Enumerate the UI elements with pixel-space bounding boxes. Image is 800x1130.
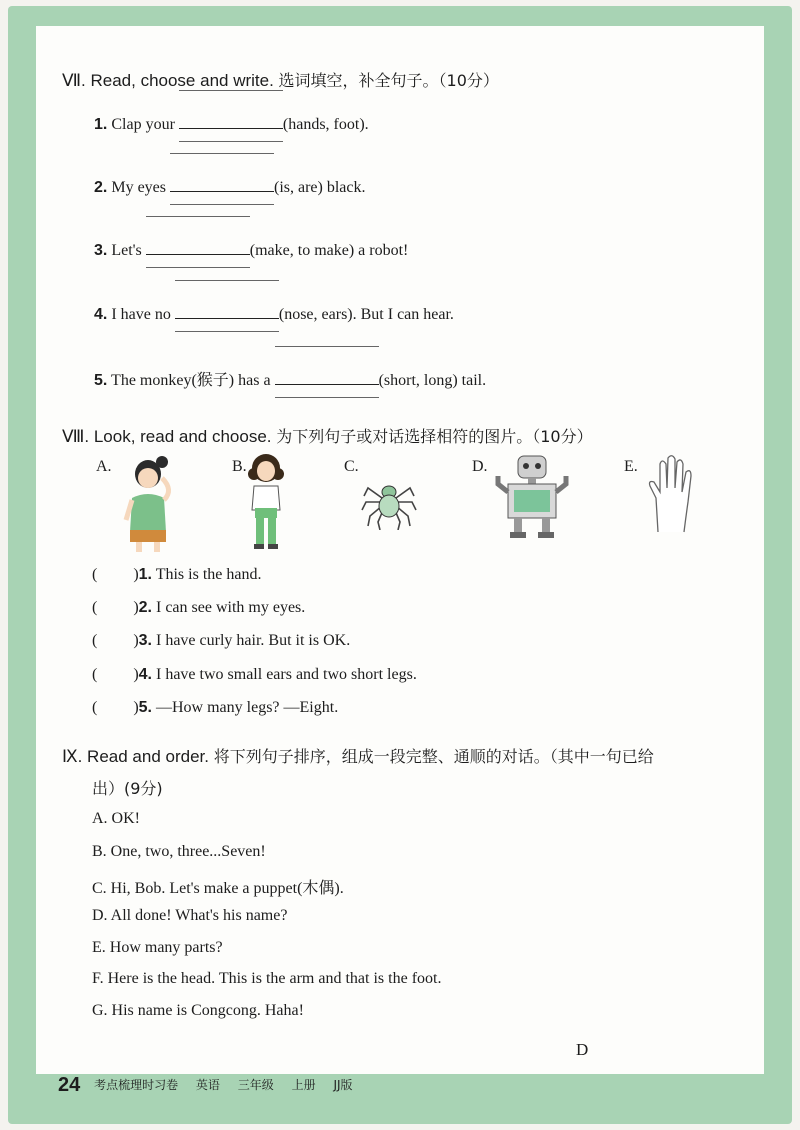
order-sentence-a: A. OK! bbox=[92, 810, 140, 827]
order-sentence-g: G. His name is Congcong. Haha! bbox=[92, 1002, 304, 1019]
match-item-3: ( )3. I have curly hair. But it is OK. bbox=[92, 632, 351, 649]
question-7-3: 3. Let's (make, to make) a robot! bbox=[94, 242, 409, 259]
spider-icon bbox=[360, 474, 418, 530]
match-item-2: ( )2. I can see with my eyes. bbox=[92, 599, 306, 616]
edition: JJ版 bbox=[333, 1078, 353, 1092]
term: 上册 bbox=[291, 1078, 316, 1092]
picture-label-b: B. bbox=[232, 458, 247, 475]
order-sentence-f: F. Here is the head. This is the arm and that is the foot. bbox=[92, 970, 442, 987]
question-7-4: 4. I have no (nose, ears). But I can hear. bbox=[94, 306, 454, 323]
order-sentence-b: B. One, two, three...Seven! bbox=[92, 843, 266, 860]
subject: 英语 bbox=[195, 1078, 220, 1092]
grade: 三年级 bbox=[237, 1078, 274, 1092]
book-title: 考点梳理时习卷 bbox=[94, 1078, 179, 1092]
picture-label-e: E. bbox=[624, 458, 638, 475]
question-7-5: 5. The monkey(猴子) has a (short, long) tail. bbox=[94, 372, 487, 389]
order-sentence-e: E. How many parts? bbox=[92, 939, 223, 956]
picture-label-a: A. bbox=[96, 458, 112, 475]
robot-icon bbox=[494, 452, 570, 540]
answer-blank[interactable] bbox=[275, 370, 379, 385]
answer-blank[interactable] bbox=[146, 240, 250, 255]
answer-blank[interactable] bbox=[175, 304, 279, 319]
answer-blank[interactable] bbox=[170, 177, 274, 192]
picture-label-c: C. bbox=[344, 458, 359, 475]
match-item-5: ( )5. —How many legs? —Eight. bbox=[92, 699, 339, 716]
girl-curly-hair-icon bbox=[244, 452, 288, 552]
section-9-title: Ⅸ. Read and order. 将下列句子排序，组成一段完整、通顺的对话。（其中一句已给 bbox=[62, 747, 654, 766]
match-item-1: ( )1. This is the hand. bbox=[92, 566, 262, 583]
given-answer: D bbox=[576, 1040, 589, 1059]
picture-label-d: D. bbox=[472, 458, 488, 475]
page-number: 24 bbox=[58, 1074, 81, 1096]
section-9-title-cont: 出）(9分) bbox=[92, 779, 163, 798]
order-sentence-c: C. Hi, Bob. Let's make a puppet(木偶). bbox=[92, 880, 344, 897]
girl-pointing-ear-icon bbox=[118, 454, 180, 554]
question-7-1: 1. Clap your (hands, foot). bbox=[94, 116, 369, 133]
section-8-title: Ⅷ. Look, read and choose. 为下列句子或对话选择相符的图片。（10分） bbox=[62, 427, 593, 446]
hand-icon bbox=[648, 454, 694, 534]
section-7-title: Ⅶ. Read, choose and write. 选词填空，补全句子。（10分） bbox=[62, 71, 499, 90]
question-7-2: 2. My eyes (is, are) black. bbox=[94, 179, 366, 196]
page-footer bbox=[58, 1074, 367, 1097]
match-item-4: ( )4. I have two small ears and two short legs. bbox=[92, 666, 417, 683]
answer-blank[interactable] bbox=[179, 114, 283, 129]
order-sentence-d: D. All done! What's his name? bbox=[92, 907, 288, 924]
